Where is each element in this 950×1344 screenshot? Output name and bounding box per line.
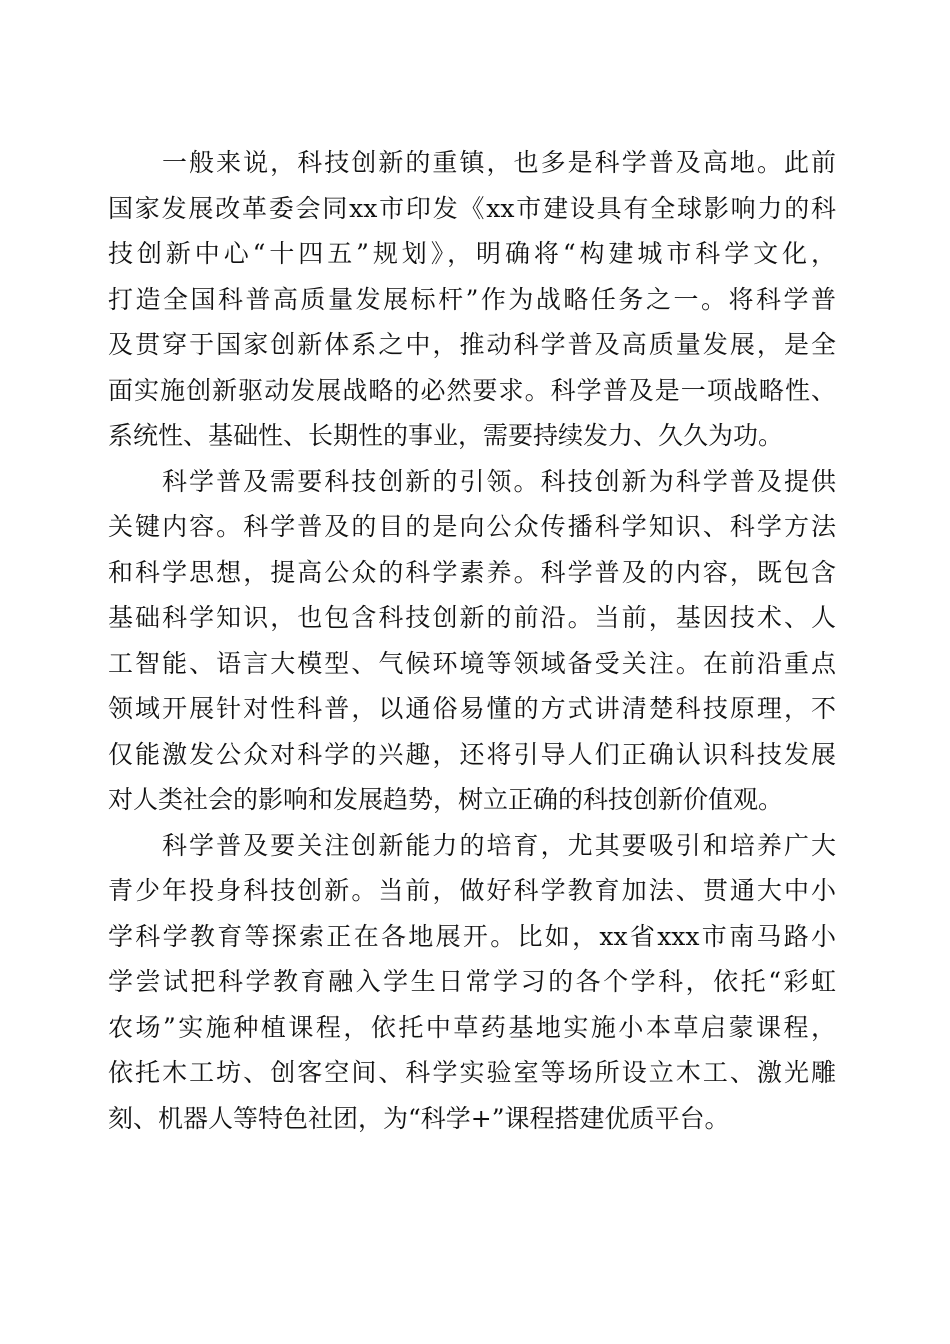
paragraph-1-line-4: 打造全国科普高质量发展标杆”作为战略任务之一。将科学普 bbox=[108, 284, 836, 314]
paragraph-3-line-4: 学尝试把科学教育融入学生日常学习的各个学科，依托“彩虹 bbox=[108, 967, 836, 996]
paragraph-2-line-8: 对人类社会的影响和发展趋势，树立正确的科技创新价值观。 bbox=[108, 785, 784, 814]
paragraph-3 bbox=[108, 823, 836, 1142]
paragraph-2-line-6: 领域开展针对性科普，以通俗易懂的方式讲清楚科技原理，不 bbox=[108, 694, 836, 723]
paragraph-1-line-2: 国家发展改革委会同xx市印发《xx市建设具有全球影响力的科 bbox=[108, 193, 836, 223]
paragraph-2-line-2: 关键内容。科学普及的目的是向公众传播科学知识、科学方法 bbox=[108, 512, 836, 541]
paragraph-3-line-6: 依托木工坊、创客空间、科学实验室等场所设立木工、激光雕 bbox=[108, 1058, 836, 1087]
paragraph-3-line-2: 青少年投身科技创新。当前，做好科学教育加法、贯通大中小 bbox=[108, 876, 836, 905]
paragraph-3-line-1: 科学普及要关注创新能力的培育，尤其要吸引和培养广大 bbox=[162, 830, 836, 860]
paragraph-3-line-5: 农场”实施种植课程，依托中草药基地实施小本草启蒙课程， bbox=[108, 1012, 836, 1042]
paragraph-2-line-3: 和科学思想，提高公众的科学素养。科学普及的内容，既包含 bbox=[108, 557, 836, 587]
paragraph-1-line-6: 面实施创新驱动发展战略的必然要求。科学普及是一项战略性、 bbox=[108, 375, 836, 405]
paragraph-1-line-1: 一般来说，科技创新的重镇，也多是科学普及高地。此前 bbox=[162, 148, 836, 177]
paragraph-3-line-7: 刻、机器人等特色社团，为“科学+”课程搭建优质平台。 bbox=[108, 1103, 730, 1133]
paragraph-1 bbox=[108, 140, 836, 459]
paragraph-1-line-5: 及贯穿于国家创新体系之中，推动科学普及高质量发展，是全 bbox=[108, 330, 836, 359]
document-body bbox=[108, 140, 836, 1141]
paragraph-1-line-3: 技创新中心“十四五”规划》，明确将“构建城市科学文化， bbox=[108, 239, 836, 268]
paragraph-2-line-4: 基础科学知识，也包含科技创新的前沿。当前，基因技术、人 bbox=[108, 603, 836, 632]
paragraph-2 bbox=[108, 459, 836, 823]
paragraph-3-line-3: 学科学教育等探索正在各地展开。比如，xx省xxx市南马路小 bbox=[108, 921, 836, 951]
paragraph-2-line-1: 科学普及需要科技创新的引领。科技创新为科学普及提供 bbox=[162, 466, 836, 496]
paragraph-2-line-7: 仅能激发公众对科学的兴趣，还将引导人们正确认识科技发展 bbox=[108, 739, 836, 769]
paragraph-2-line-5: 工智能、语言大模型、气候环境等领域备受关注。在前沿重点 bbox=[108, 648, 836, 678]
paragraph-1-line-7: 系统性、基础性、长期性的事业，需要持续发力、久久为功。 bbox=[108, 421, 784, 450]
